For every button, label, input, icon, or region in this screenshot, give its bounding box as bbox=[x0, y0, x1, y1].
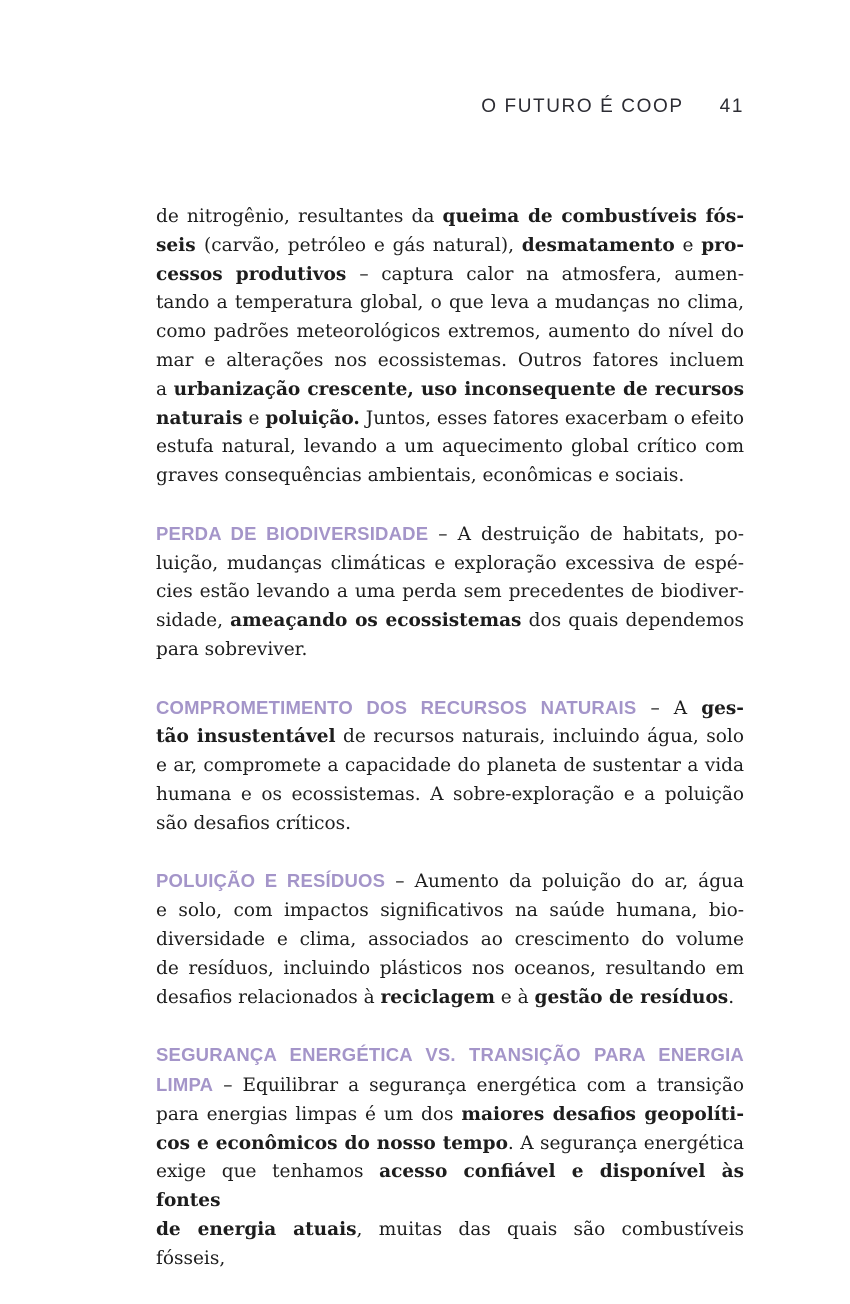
text-line bbox=[156, 984, 744, 1013]
text-line bbox=[156, 405, 744, 434]
bold-text-run: pro- bbox=[701, 234, 744, 256]
text-run: estufa natural, levando a um aquecimento global crítico com bbox=[156, 436, 744, 458]
text-run: de resíduos, incluindo plásticos nos oceanos, resultando em bbox=[156, 957, 744, 979]
text-run: a bbox=[156, 378, 174, 400]
text-run: sidade, bbox=[156, 610, 231, 632]
text-line bbox=[156, 1130, 744, 1159]
text-line bbox=[156, 578, 744, 607]
text-run: como padrões meteorológicos extremos, aumento do nível do bbox=[156, 321, 744, 343]
section-heading-text: PERDA DE BIODIVERSIDADE bbox=[156, 522, 429, 544]
text-run: exige que tenhamos bbox=[156, 1161, 380, 1183]
text-run: Juntos, esses fatores exacerbam o efeito bbox=[359, 407, 744, 429]
text-line bbox=[156, 232, 744, 261]
text-line bbox=[156, 1158, 744, 1216]
text-run: – Aumento da poluição do ar, água bbox=[385, 871, 744, 893]
text-line bbox=[156, 1071, 744, 1101]
text-line bbox=[156, 723, 744, 752]
bold-text-run: tão insustentável bbox=[156, 726, 336, 748]
text-run: diversidade e clima, associados ao crescimento do volume bbox=[156, 928, 744, 950]
text-run: – A destruição de habitats, po- bbox=[428, 523, 744, 545]
text-run: – A bbox=[636, 697, 702, 719]
bold-text-run: gestão de resíduos bbox=[534, 986, 729, 1008]
text-run: de recursos naturais, incluindo água, solo bbox=[335, 726, 744, 748]
text-run: para energias limpas é um dos bbox=[156, 1103, 462, 1125]
bold-text-run: queima de combustíveis fós- bbox=[442, 206, 744, 227]
bold-text-run: desmatamento bbox=[521, 234, 675, 256]
text-run: e solo, com impactos significativos na saúde humana, bio- bbox=[156, 900, 744, 922]
text-line bbox=[156, 926, 744, 955]
text-line bbox=[156, 694, 744, 724]
text-run: para sobreviver. bbox=[156, 638, 308, 660]
text-run: . A segurança energética bbox=[507, 1132, 744, 1154]
text-run: . bbox=[728, 986, 735, 1008]
bold-text-run: naturais bbox=[156, 407, 243, 429]
bold-text-run: ges- bbox=[701, 697, 744, 719]
text-line bbox=[156, 376, 744, 405]
page-number: 41 bbox=[719, 96, 744, 117]
text-line bbox=[156, 433, 744, 462]
text-run: e à bbox=[494, 986, 535, 1008]
bold-text-run: urbanização crescente, uso inconsequente de recursos bbox=[173, 378, 744, 400]
text-line bbox=[156, 261, 744, 290]
text-run: luição, mudanças climáticas e exploração excessiva de espé- bbox=[156, 552, 744, 574]
text-run: tando a temperatura global, o que leva a mudanças no clima, bbox=[156, 292, 744, 314]
bold-text-run: cessos produtivos bbox=[156, 263, 360, 285]
bold-text-run: ameaçando os ecossistemas bbox=[230, 610, 522, 632]
text-run: humana e os ecossistemas. A sobre-exploração e a poluição bbox=[156, 783, 744, 805]
bold-text-run: seis bbox=[156, 234, 205, 256]
text-run: são desafios críticos. bbox=[156, 812, 352, 834]
text-run: e bbox=[242, 407, 266, 429]
bold-text-run: poluição. bbox=[265, 407, 360, 429]
bold-text-run: de energia atuais bbox=[156, 1218, 357, 1240]
text-line bbox=[156, 347, 744, 376]
text-line bbox=[156, 636, 744, 665]
text-line bbox=[156, 955, 744, 984]
content bbox=[156, 203, 744, 1302]
text-run: e ar, compromete a capacidade do planeta de sustentar a vida bbox=[156, 755, 744, 777]
text-run: de nitrogênio, resultantes da bbox=[156, 206, 443, 227]
text-line bbox=[156, 1216, 744, 1274]
text-line bbox=[156, 203, 744, 232]
text-run: (carvão, petróleo e gás natural), bbox=[204, 234, 522, 256]
text-line bbox=[156, 897, 744, 926]
text-run: – Equilibrar a segurança energética com a transição bbox=[213, 1074, 744, 1096]
text-run: – captura calor na atmosfera, aumen- bbox=[359, 263, 744, 285]
bold-text-run: cos e econômicos do nosso tempo bbox=[156, 1132, 508, 1154]
section-heading-text: SEGURANÇA ENERGÉTICA VS. TRANSIÇÃO PARA ENERGIA bbox=[156, 1044, 744, 1066]
text-line bbox=[156, 607, 744, 636]
text-line bbox=[156, 1101, 744, 1130]
seguranca-energetica-paragraph bbox=[156, 1041, 744, 1273]
text-line bbox=[156, 810, 744, 839]
text-run: dos quais dependemos bbox=[521, 610, 744, 632]
perda-de-biodiversidade-paragraph bbox=[156, 520, 744, 665]
bold-text-run: acesso confiável e disponível às fontes bbox=[156, 1161, 744, 1212]
comprometimento-dos-recursos-naturais-paragraph bbox=[156, 694, 744, 839]
intro-climate-factors-paragraph bbox=[156, 203, 744, 491]
bold-text-run: reciclagem bbox=[380, 986, 495, 1008]
section-heading-text: POLUIÇÃO E RESÍDUOS bbox=[156, 870, 386, 892]
bold-text-run: maiores desafios geopolíti- bbox=[461, 1103, 745, 1125]
section-heading-text: LIMPA bbox=[156, 1073, 214, 1095]
text-line bbox=[156, 752, 744, 781]
text-run: desafios relacionados à bbox=[156, 986, 381, 1008]
text-line bbox=[156, 520, 744, 550]
text-run: graves consequências ambientais, econômicas e sociais. bbox=[156, 465, 685, 487]
running-header bbox=[156, 96, 744, 118]
text-line bbox=[156, 289, 744, 318]
text-run: cies estão levando a uma perda sem precedentes de biodiver- bbox=[156, 581, 744, 603]
running-title: O FUTURO É COOP bbox=[481, 96, 684, 117]
poluicao-e-residuos-paragraph bbox=[156, 867, 744, 1012]
text-line bbox=[156, 318, 744, 347]
text-line bbox=[156, 1041, 744, 1071]
text-line bbox=[156, 550, 744, 579]
text-line bbox=[156, 781, 744, 810]
text-run: mar e alterações nos ecossistemas. Outros fatores incluem bbox=[156, 349, 744, 371]
text-line bbox=[156, 867, 744, 897]
text-run: e bbox=[674, 234, 702, 256]
section-heading-text: COMPROMETIMENTO DOS RECURSOS NATURAIS bbox=[156, 696, 637, 718]
text-line bbox=[156, 462, 744, 491]
text-run: , muitas das quais são combustíveis fósseis, bbox=[156, 1218, 744, 1269]
